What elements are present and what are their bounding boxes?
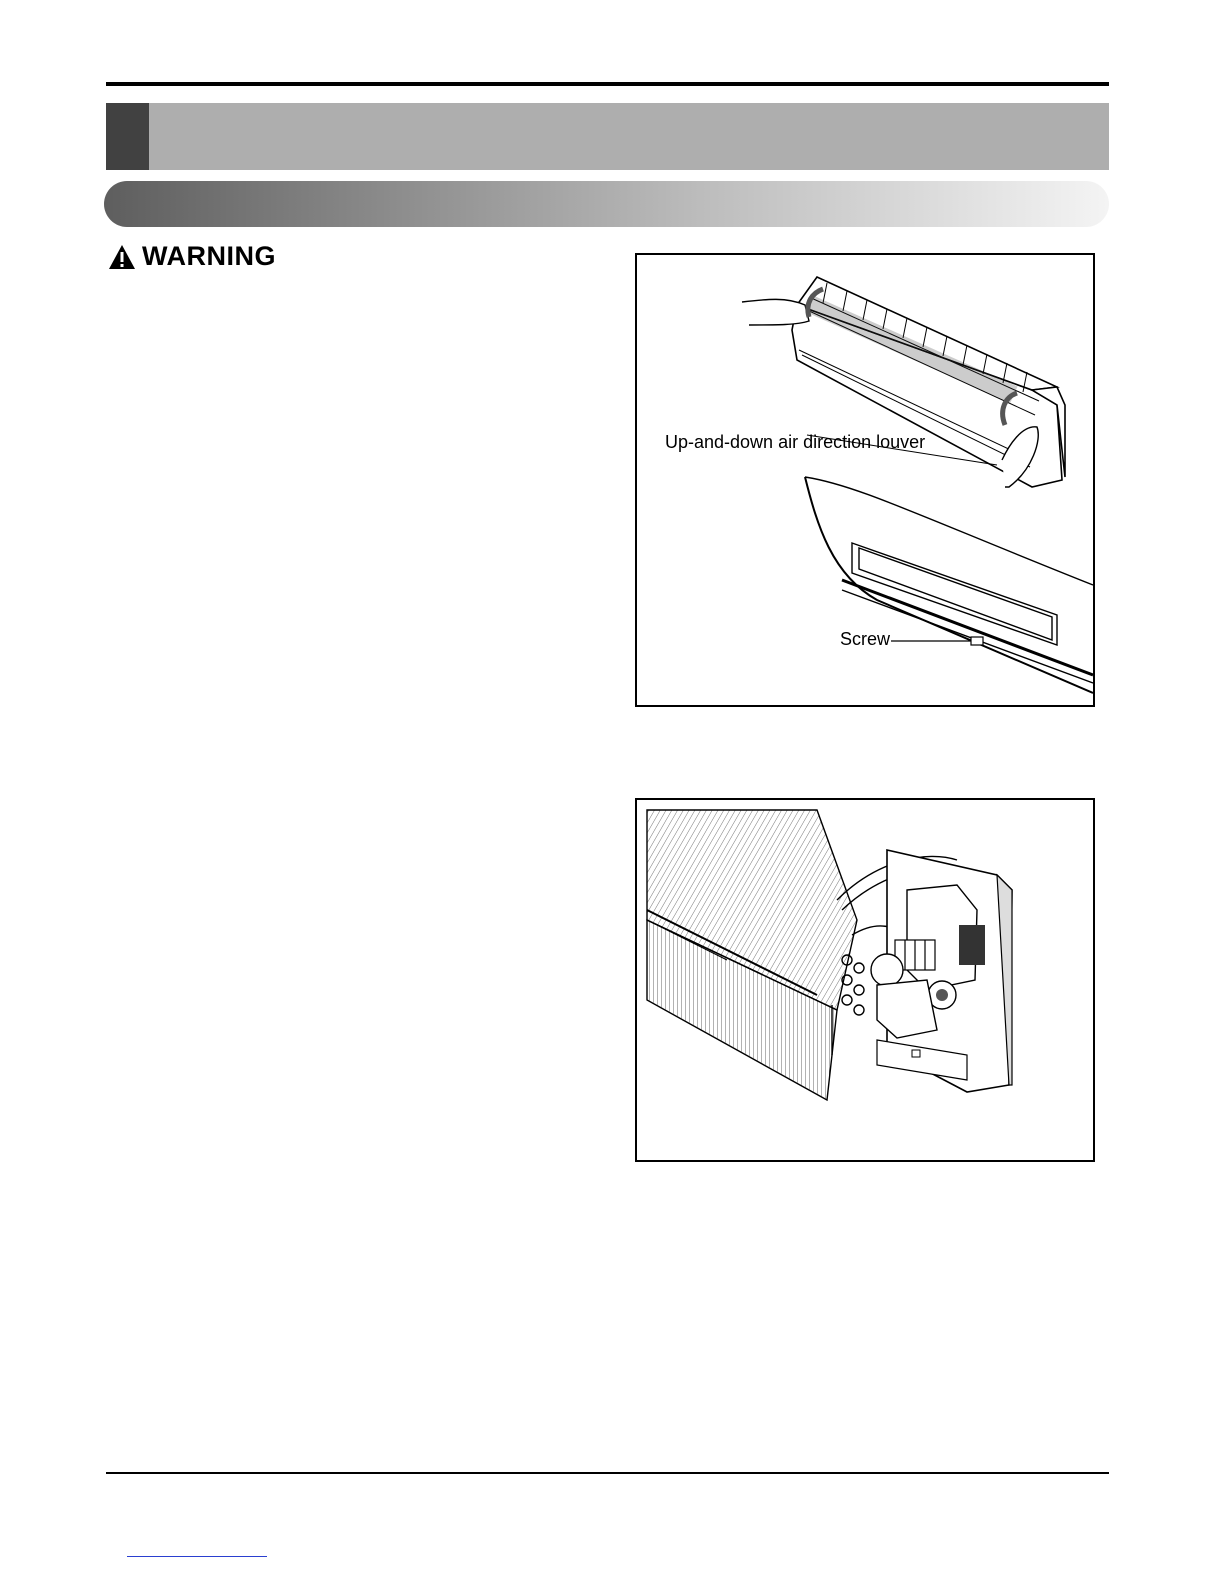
subsection-header-bar bbox=[104, 181, 1109, 227]
screw-label: Screw bbox=[840, 629, 891, 649]
internal-view-figure bbox=[635, 798, 1095, 1162]
louver-label: Up-and-down air direction louver bbox=[665, 432, 926, 452]
warning-label: WARNING bbox=[142, 241, 276, 271]
warning-triangle-icon bbox=[108, 243, 136, 271]
footer-link-underline[interactable] bbox=[127, 1556, 267, 1557]
internal-view-illustration bbox=[637, 800, 1093, 1160]
top-rule bbox=[106, 82, 1109, 86]
warning-heading bbox=[108, 241, 276, 272]
louver-figure bbox=[635, 253, 1095, 707]
section-header-bar bbox=[106, 103, 1109, 170]
bottom-rule bbox=[106, 1472, 1109, 1474]
section-header-block bbox=[106, 103, 149, 170]
